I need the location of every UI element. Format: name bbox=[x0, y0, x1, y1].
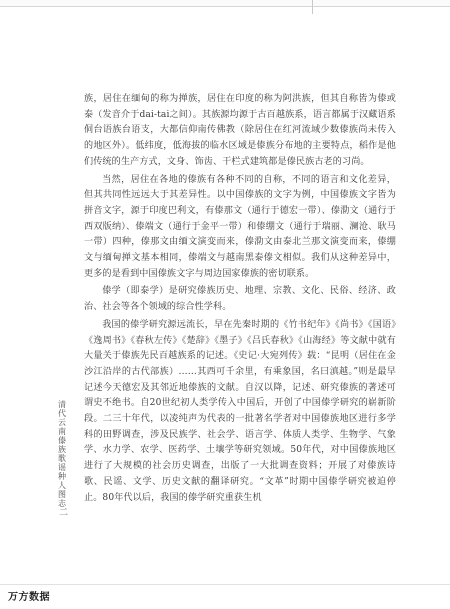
footer-bar bbox=[0, 584, 450, 609]
running-head: 清代云南傣族歌谣种人图志 bbox=[58, 400, 66, 508]
paragraph: 当然，居住在各地的傣族有各种不同的自称，不同的语言和文化差异，但其共同性远远大于其差异性。以中国傣族的文字为例，中国傣族文字皆为拼音文字，源于印度巴利文，有傣那文（通行于德宏一带）、傣泐文（通行于西双版纳）、傣端文（通行于金平一带）和傣绷文（通行于瑞丽、澜沧、耿马一带）四种，傣那文由缅文演变而来，傣泐文由泰北兰那文演变而来，傣绷文与缅甸掸文基本相同，傣端文与越南黑泰傣文相似。我们从这种差异中，更多的是看到中国傣族文字与周边国家傣族的密切联系。 bbox=[84, 174, 396, 279]
brand-label: 万方数据 bbox=[8, 592, 50, 603]
paragraph: 傣学（即泰学）是研究傣族历史、地理、宗教、文化、民俗、经济、政治、社会等各个领域的综合性学科。 bbox=[84, 286, 396, 313]
top-scan-edge bbox=[0, 0, 450, 7]
page-number: 二 bbox=[59, 508, 69, 518]
paragraph: 我国的傣学研究源远流长，早在先秦时期的《竹书纪年》《尚书》《国语》《逸周书》《春秋左传》《楚辞》《墨子》《吕氏春秋》《山海经》等文献中就有大量关于傣族先民百越族系的记述。《史记·大宛列传》载：“昆明（居住在金沙江沿岸的古代部族）……其西可千余里，有乘象国，名曰滇越。”则是最早记述今天德宏及其邻近地傣族的文献。自汉以降，记述、研究傣族的著述可谓史不绝书。自20世纪初人类学传入中国后，开创了中国傣学研究的崭新阶段。二三十年代，以凌纯声为代表的一批著名学者对中国傣族地区进行多学科的田野调查，涉及民族学、社会学、语言学、体质人类学、生物学、气象学、水力学、农学、医药学、土壤学等研究领域。50年代，对中国傣族地区进行了大规模的社会历史调查，出版了一大批调查资料；开展了对傣族诗歌、民谣、文学、历史文献的翻译研究。“文革”时期中国傣学研究被迫停止。80年代以后，我国的傣学研究重获生机 bbox=[84, 319, 396, 503]
crop-mark bbox=[312, 0, 313, 14]
paragraph-continued: 族，居住在缅甸的称为掸族，居住在印度的称为阿洪族，但其自称皆为傣或泰（发音介于dai-tai之间）。其族源均源于古百越族系，语言都属于汉藏语系侗台语族台语支，大都信仰南传佛教（除居住在红河流域少数傣族尚未传入的地区外）。低纬度，低海拔的临水区域是傣族分布地的主要特点，稻作是他们传统的生产方式，文身、饰齿、干栏式建筑都是傣民族古老的习尚。 bbox=[84, 94, 396, 167]
body-text bbox=[84, 92, 396, 508]
